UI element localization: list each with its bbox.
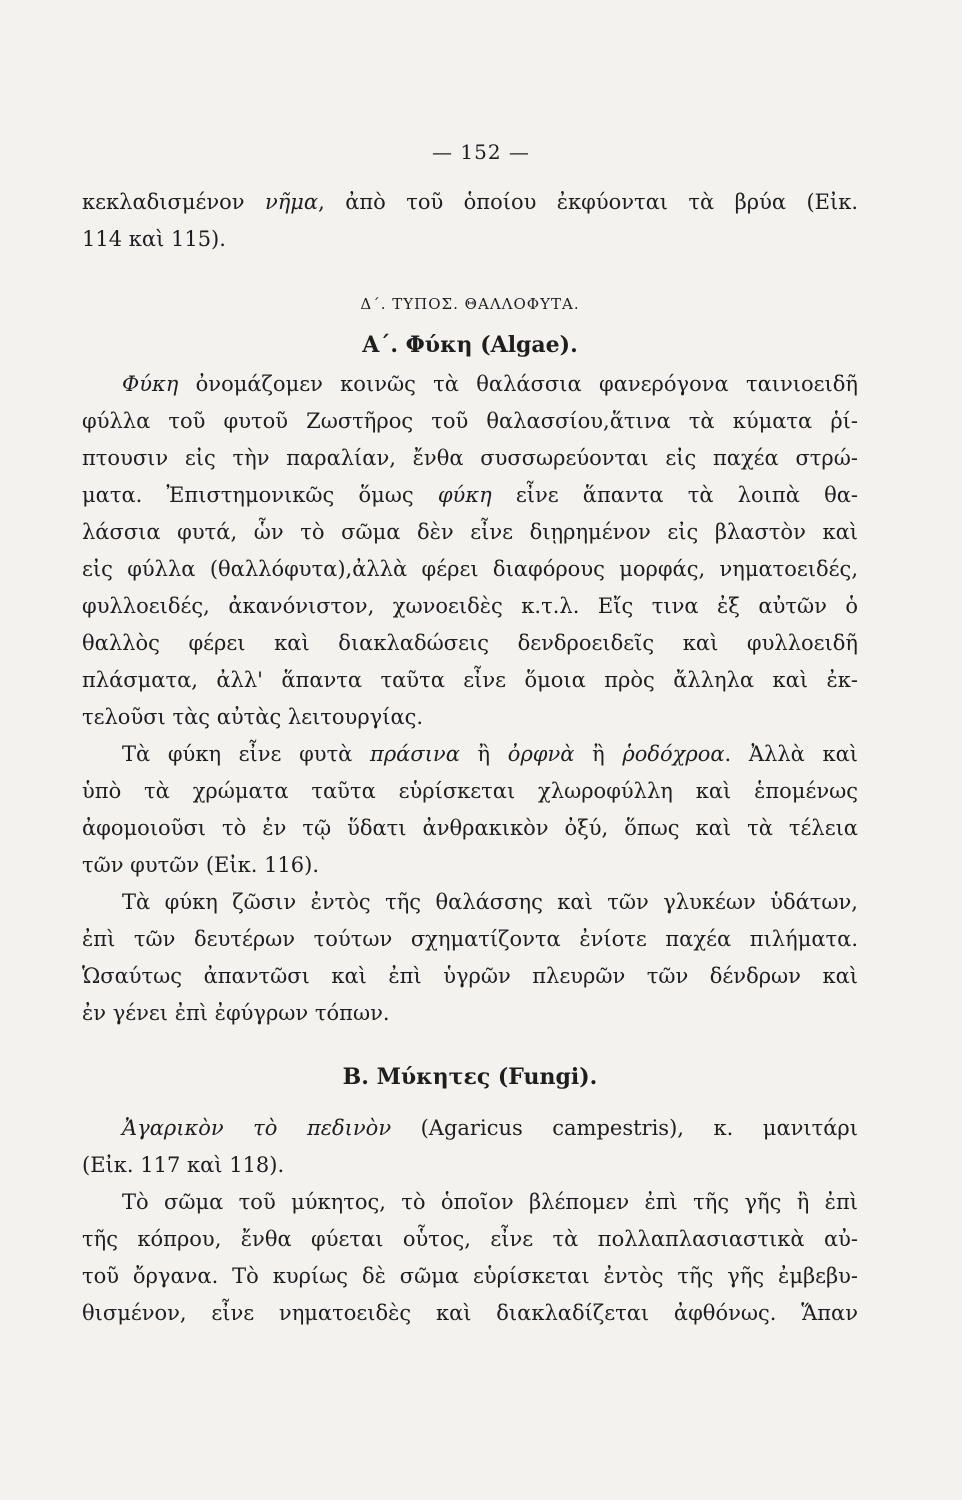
text-line: (Εἰκ. 117 καὶ 118).: [82, 1153, 285, 1177]
text-line: ὑπὸ τὰ χρώματα ταῦτα εὑρίσκεται χλωροφύλλη καὶ ἑπομένως: [82, 779, 858, 803]
text-line: πτουσιν εἰς τὴν παραλίαν, ἔνθα συσσωρεύονται εἰς παχέα στρώ-: [82, 446, 858, 470]
text-line: πλάσματα, ἀλλ' ἅπαντα ταῦτα εἶνε ὅμοια πρὸς ἄλληλα καὶ ἐκ-: [82, 668, 858, 692]
text-line: τῆς κόπρου, ἔνθα φύεται οὗτος, εἶνε τὰ πολλαπλασιαστικὰ αὐ-: [82, 1227, 858, 1251]
text-line: ματα. Ἐπιστημονικῶς ὅμως φύκη εἶνε ἅπαντα τὰ λοιπὰ θα-: [82, 483, 858, 507]
text-line: ἐπὶ τῶν δευτέρων τούτων σχηματίζοντα ἐνίοτε παχέα πιλήματα.: [82, 927, 858, 951]
text-line: φύλλα τοῦ φυτοῦ Ζωστῆρος τοῦ θαλασσίου,ἅτινα τὰ κύματα ῥί-: [82, 409, 858, 433]
text-line: ἐν γένει ἐπὶ ἐφύγρων τόπων.: [82, 1001, 390, 1025]
page-text: [82, 184, 858, 1332]
text-line: εἰς φύλλα (θαλλόφυτα),ἀλλὰ φέρει διαφόρους μορφάς, νηματοειδές,: [82, 557, 858, 581]
text-line: Ὡσαύτως ἀπαντῶσι καὶ ἐπὶ ὑγρῶν πλευρῶν τῶν δένδρων καὶ: [82, 964, 858, 988]
text-line: Τὰ φύκη εἶνε φυτὰ πράσινα ἢ ὀρφνὰ ἢ ῥοδόχροα. Ἀλλὰ καὶ: [122, 742, 858, 766]
text-line: λάσσια φυτά, ὧν τὸ σῶμα δὲν εἶνε διῃρημένον εἰς βλαστὸν καὶ: [82, 520, 858, 544]
page-number: — 152 —: [432, 140, 530, 164]
text-line: Τὰ φύκη ζῶσιν ἐντὸς τῆς θαλάσσης καὶ τῶν γλυκέων ὑδάτων,: [122, 890, 858, 914]
text-line: ἀφομοιοῦσι τὸ ἐν τῷ ὕδατι ἀνθρακικὸν ὀξύ, ὅπως καὶ τὰ τέλεια: [82, 816, 858, 840]
text-line: θισμένον, εἶνε νηματοειδὲς καὶ διακλαδίζεται ἀφθόνως. Ἅπαν: [82, 1301, 858, 1325]
text-line: φυλλοειδές, ἀκανόνιστον, χωνοειδὲς κ.τ.λ. Εἴς τινα ἐξ αὐτῶν ὁ: [82, 594, 858, 618]
text-line: Φύκη ὀνομάζομεν κοινῶς τὰ θαλάσσια φανερόγονα ταινιοειδῆ: [122, 372, 858, 396]
text-line: τελοῦσι τὰς αὐτὰς λειτουργίας.: [82, 705, 424, 729]
text-line: τῶν φυτῶν (Εἰκ. 116).: [82, 853, 320, 877]
subsection-heading-algae: Α΄. Φύκη (Algae).: [362, 332, 578, 358]
text-line: κεκλαδισμένον νῆμα, ἀπὸ τοῦ ὁποίου ἐκφύονται τὰ βρύα (Εἰκ.: [82, 190, 858, 214]
section-heading: Δ΄. ΤΥΠΟΣ. ΘΑΛΛΟΦΥΤΑ.: [360, 295, 580, 313]
subsection-heading-fungi: Β. Μύκητες (Fungi).: [342, 1064, 598, 1090]
text-line: Ἀγαρικὸν τὸ πεδινὸν (Agaricus campestris), κ. μανιτάρι: [122, 1116, 858, 1140]
text-line: θαλλὸς φέρει καὶ διακλαδώσεις δενδροειδεῖς καὶ φυλλοειδῆ: [82, 631, 858, 655]
text-line: τοῦ ὄργανα. Τὸ κυρίως δὲ σῶμα εὑρίσκεται ἐντὸς τῆς γῆς ἐμβεβυ-: [82, 1264, 858, 1288]
text-line: 114 καὶ 115).: [82, 227, 226, 251]
text-line: Τὸ σῶμα τοῦ μύκητος, τὸ ὁποῖον βλέπομεν ἐπὶ τῆς γῆς ἢ ἐπὶ: [122, 1190, 858, 1214]
